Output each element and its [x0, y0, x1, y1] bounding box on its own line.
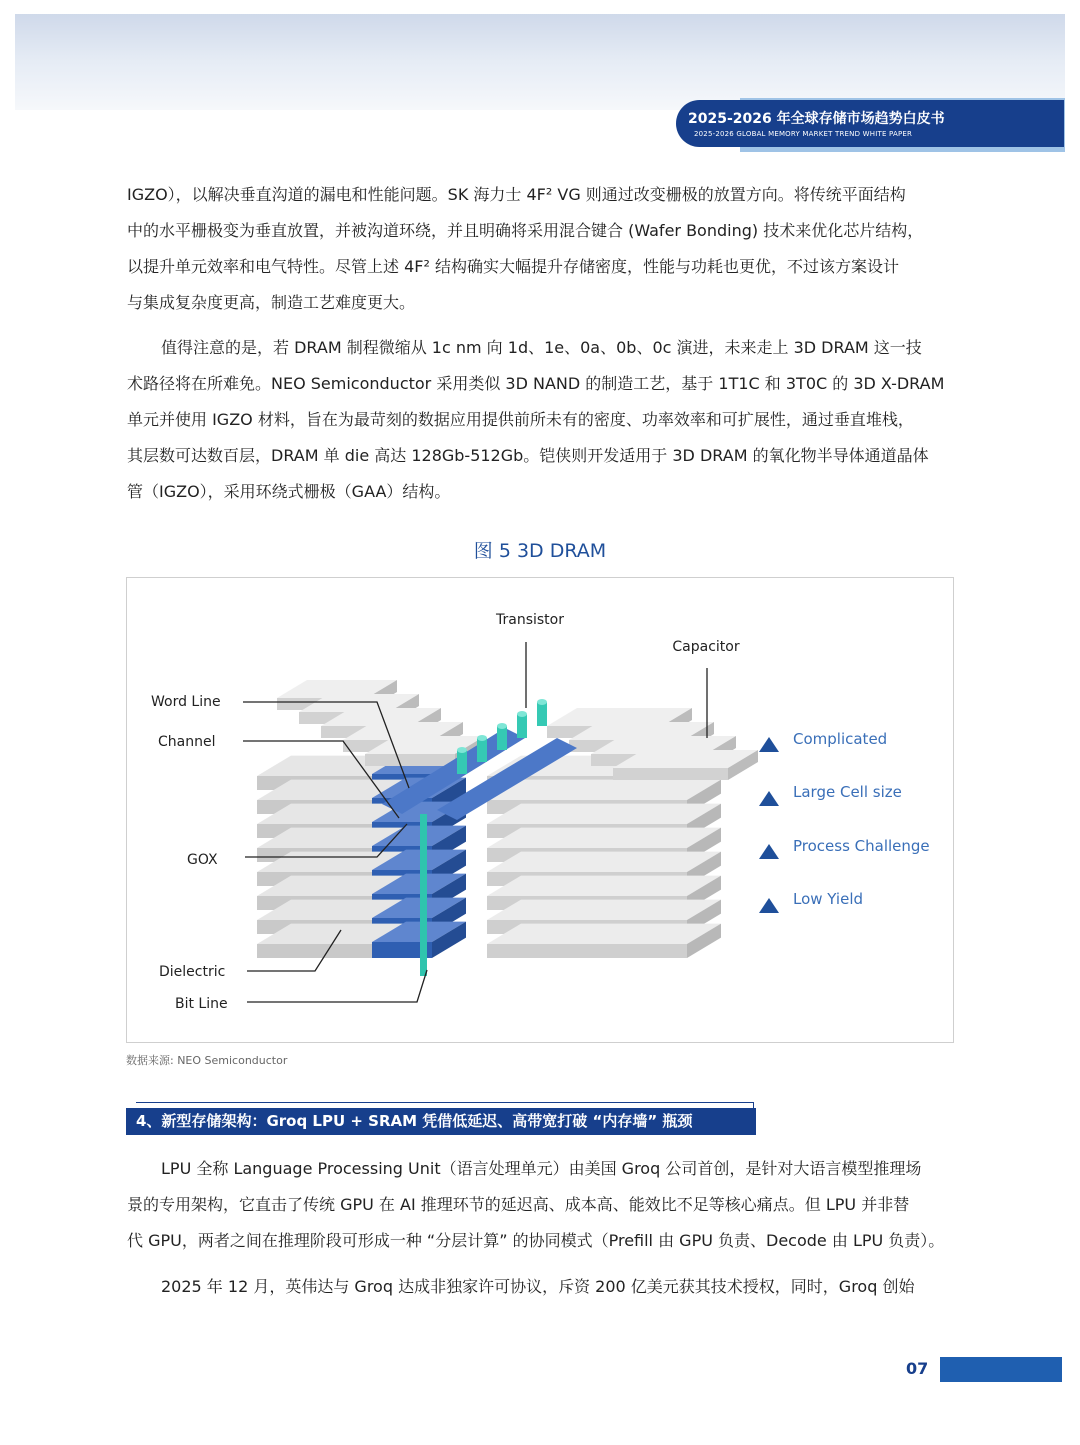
label-word-line: Word Line — [151, 694, 221, 710]
issue-large-cell-size: Large Cell size — [793, 783, 902, 801]
capacitor-slab-right — [487, 852, 721, 872]
triangle-icon — [759, 737, 779, 752]
capacitor-slab-right — [487, 804, 721, 824]
label-capacitor: Capacitor — [672, 639, 740, 655]
paragraph-3 — [127, 1151, 953, 1259]
figure-3d-dram — [126, 577, 954, 1043]
transistor-pillar-top — [517, 711, 527, 717]
bit-line-pillar — [420, 814, 427, 976]
text-line: 单元并使用 IGZO 材料，旨在为最苛刻的数据应用提供前所未有的密度、功率效率和可扩展性，通过垂直堆栈， — [127, 410, 914, 429]
label-dielectric: Dielectric — [159, 964, 226, 980]
triangle-icon — [759, 844, 779, 859]
triangle-icon — [759, 791, 779, 806]
text-line: 景的专用架构，它直击了传统 GPU 在 AI 推理环节的延迟高、成本高、能效比不足等核心痛点。但 LPU 并非替 — [127, 1195, 910, 1214]
transistor-pillar-top — [457, 747, 467, 753]
transistor-pillar — [517, 714, 527, 738]
issue-process-challenge: Process Challenge — [793, 837, 930, 855]
text-line: 2025 年 12 月，英伟达与 Groq 达成非独家许可协议，斥资 200 亿美元获其技术授权，同时，Groq 创始 — [161, 1277, 915, 1296]
transistor-pillar — [537, 702, 547, 726]
text-line: 以提升单元效率和电气特性。尽管上述 4F² 结构确实大幅提升存储密度，性能与功耗也更优，不过该方案设计 — [127, 257, 899, 276]
page-number: 07 — [906, 1359, 929, 1378]
text-line: 中的水平栅极变为垂直放置，并被沟道环绕，并且明确将采用混合键合 (Wafer Bonding) 技术来优化芯片结构， — [127, 221, 924, 240]
figure-title: 图 5 3D DRAM — [473, 540, 607, 562]
label-transistor: Transistor — [496, 612, 564, 628]
transistor-pillar — [477, 738, 487, 762]
text-line: 管（IGZO），采用环绕式栅极（GAA）结构。 — [127, 482, 451, 501]
capacitor-slab-left — [257, 944, 372, 958]
paragraph-4 — [127, 1269, 953, 1305]
transistor-pillar-top — [497, 723, 507, 729]
capacitor-slab-right — [487, 780, 721, 800]
issue-complicated: Complicated — [793, 730, 888, 748]
text-line: 其层数可达数百层，DRAM 单 die 高达 128Gb-512Gb。铠侠则开发适用于 3D DRAM 的氧化物半导体通道晶体 — [127, 446, 929, 465]
capacitor-slab-right — [487, 828, 721, 848]
capacitor-top-slab — [365, 754, 455, 766]
transistor-pillar — [497, 726, 507, 750]
memory-block-stack — [257, 680, 758, 976]
transistor-pillar-top — [537, 699, 547, 705]
label-bit-line: Bit Line — [175, 996, 228, 1012]
text-line: LPU 全称 Language Processing Unit（语言处理单元）由美国 Groq 公司首创，是针对大语言模型推理场 — [161, 1159, 922, 1178]
dram-diagram — [127, 578, 953, 1042]
header-title-cn: 2025-2026 年全球存储市场趋势白皮书 — [688, 111, 945, 127]
header-title-tab — [676, 100, 1064, 147]
figure-source: 数据来源: NEO Semiconductor — [126, 1054, 288, 1067]
capacitor-slab-right — [487, 876, 721, 896]
text-line: 术路径将在所难免。NEO Semiconductor 采用类似 3D NAND 的制造工艺，基于 1T1C 和 3T0C 的 3D X-DRAM — [127, 374, 945, 393]
footer-bar — [940, 1357, 1062, 1382]
capacitor-slab-right — [487, 924, 721, 944]
capacitor-top-slab — [613, 768, 728, 780]
label-gox: GOX — [187, 852, 218, 868]
triangle-icon — [759, 898, 779, 913]
transistor-pillar-top — [477, 735, 487, 741]
label-channel: Channel — [158, 734, 216, 750]
section-heading: 4、新型存储架构：Groq LPU + SRAM 凭借低延迟、高带宽打破 “内存墙” 瓶颈 — [126, 1108, 756, 1135]
transistor-pillar — [457, 750, 467, 774]
issue-low-yield: Low Yield — [793, 890, 864, 908]
header-gradient-band — [15, 14, 1065, 110]
issue-list — [759, 730, 930, 913]
text-line: 与集成复杂度更高，制造工艺难度更大。 — [127, 293, 416, 312]
paragraph-1 — [127, 177, 953, 321]
capacitor-slab-right — [487, 900, 721, 920]
text-line: 值得注意的是，若 DRAM 制程微缩从 1c nm 向 1d、1e、0a、0b、0c 演进，未来走上 3D DRAM 这一技 — [161, 338, 922, 357]
header-title-en: 2025-2026 GLOBAL MEMORY MARKET TREND WHITE PAPER — [694, 130, 913, 138]
text-line: 代 GPU，两者之间在推理阶段可形成一种 “分层计算” 的协同模式（Prefill 由 GPU 负责、Decode 由 LPU 负责）。 — [127, 1231, 945, 1250]
paragraph-2 — [127, 330, 953, 510]
text-line: IGZO），以解决垂直沟道的漏电和性能问题。SK 海力士 4F² VG 则通过改变栅极的放置方向。将传统平面结构 — [127, 185, 906, 204]
bit-line-leader — [247, 970, 427, 1002]
capacitor-slab-right — [487, 944, 687, 958]
